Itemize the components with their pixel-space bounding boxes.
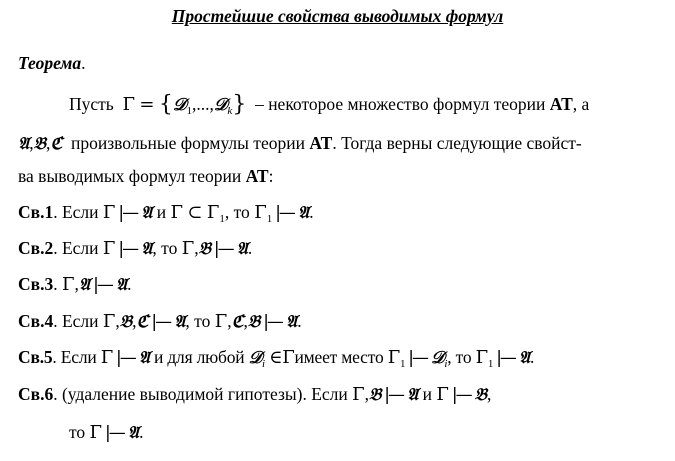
property-6-continued: то Γ |— 𝔄.: [69, 422, 144, 443]
property-label: Св.4: [18, 311, 54, 331]
property-6: Св.6. (удаление выводимой гипотезы). Если Γ,𝔅 |— 𝔄 и Γ |— 𝔅,: [18, 384, 492, 405]
property-label: Св.3: [18, 274, 54, 294]
property-1: Св.1. Если Γ |— 𝔄 и Γ ⊂ $\Gamma_1$, то $\Gamma_1$ |— 𝔄.: [18, 202, 314, 225]
gamma-symbol: Γ: [122, 94, 136, 115]
property-label: Св.6: [18, 384, 54, 404]
element-of-symbol: ∈: [269, 347, 283, 368]
turnstile-symbol: |—: [118, 203, 138, 223]
intro-line-1: Пусть Γ = {𝒟$_1$,...,𝒟$_k$} – некоторое множество формул теории AT, а: [69, 92, 590, 117]
subset-symbol: ⊂: [187, 202, 203, 223]
theorem-heading: Теорема.: [18, 53, 86, 73]
property-label: Св.5: [18, 347, 53, 367]
property-5: Св.5. Если Γ |— 𝔄 и для любой 𝒟$_i$ ∈Γимеет место $\Gamma_1$ |— 𝒟$_i$, то $\Gamma_1$ |— 𝔄.: [18, 347, 535, 370]
property-3: Св.3. Γ,𝔄 |— 𝔄.: [18, 274, 132, 295]
property-label: Св.1: [18, 202, 54, 222]
left-brace: {: [158, 92, 173, 117]
theorem-label: Теорема: [18, 53, 82, 73]
intro-line-2: 𝔄,𝔅,ℭ произвольные формулы теории AT. Тогда верны следующие свойст-: [18, 133, 582, 154]
page-title: Простейшие свойства выводимых формул: [171, 6, 504, 26]
property-4: Св.4. Если Γ,𝔅,ℭ |— 𝔄, то Γ,ℭ,𝔅 |— 𝔄.: [18, 311, 302, 332]
right-brace: }: [232, 92, 247, 117]
property-2: Св.2. Если Γ |— 𝔄, то Γ,𝔅 |— 𝔄.: [18, 238, 253, 259]
intro-line-3: ва выводимых формул теории AT:: [18, 166, 274, 186]
property-label: Св.2: [18, 238, 54, 258]
